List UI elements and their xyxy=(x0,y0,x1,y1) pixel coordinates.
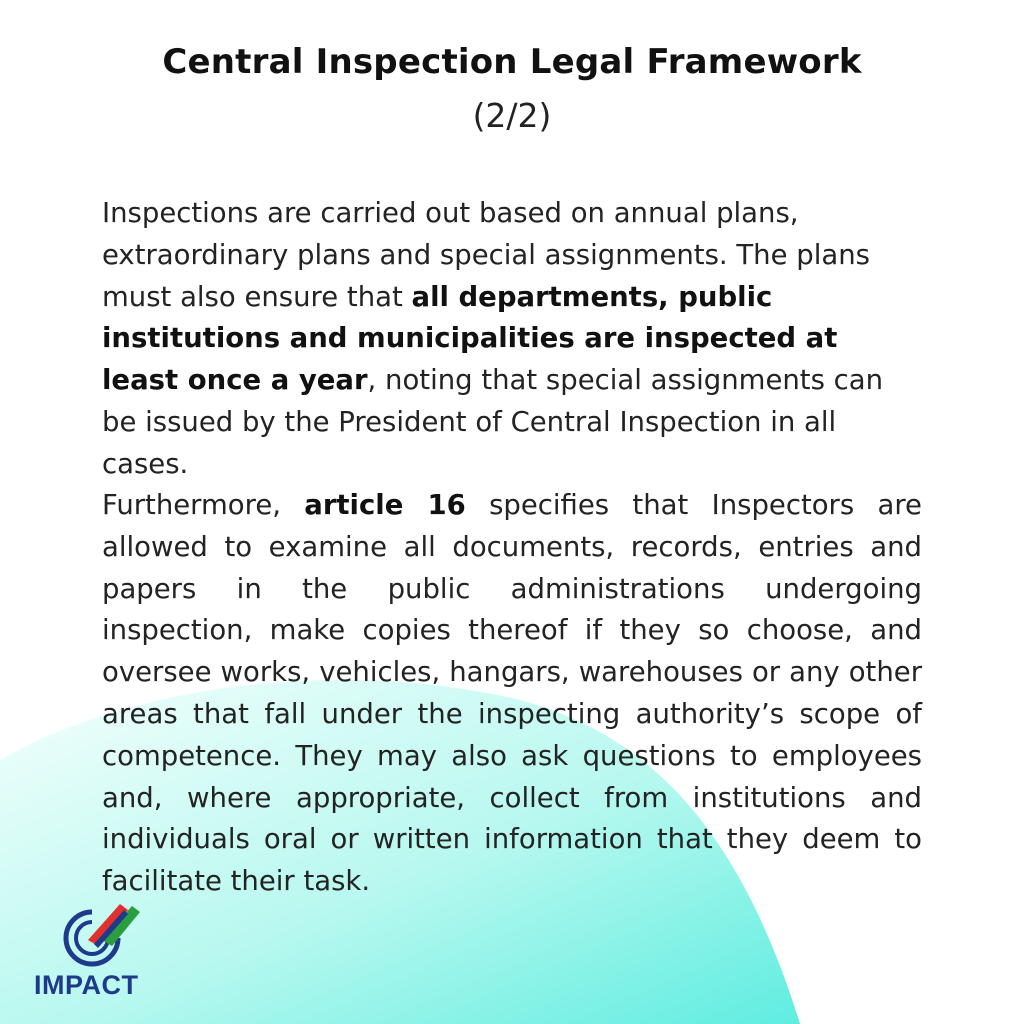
paragraph-plans xyxy=(102,193,922,486)
page-subtitle: (2/2) xyxy=(472,96,552,135)
logo-text: IMPACT xyxy=(34,970,139,1000)
paragraph-plans-text-1: Inspections are carried out based on annual plans, extraordinary plans and special assignments. The plans must also ensure that xyxy=(102,197,870,313)
impact-logo xyxy=(32,890,162,1010)
paragraph-plans-text-2: , noting that special assignments can be issued by the President of Central Inspection in all cases. xyxy=(102,364,884,480)
paragraph-article-16-emphasis: article 16 xyxy=(304,489,466,521)
paragraph-plans-emphasis: all departments, public institutions and municipalities are inspected at least once a year xyxy=(102,280,838,397)
page-title: Central Inspection Legal Framework xyxy=(162,42,862,82)
impact-logo-icon xyxy=(32,890,152,970)
paragraph-article-16-text-1: Furthermore, xyxy=(102,489,305,521)
paragraph-article-16 xyxy=(102,485,922,903)
paragraph-article-16-text-2: specifies that Inspectors are allowed to examine all documents, records, entries and papers in the public administrations undergoing inspection, make copies thereof if they so choose, and oversee works, vehicles, hangars, warehouses or any other areas that fall under the inspecting authority’s scope of competence. They may also ask questions to employees and, where appropriate, collect from institutions and individuals oral or written information that they deem to facilitate their task. xyxy=(102,489,922,898)
